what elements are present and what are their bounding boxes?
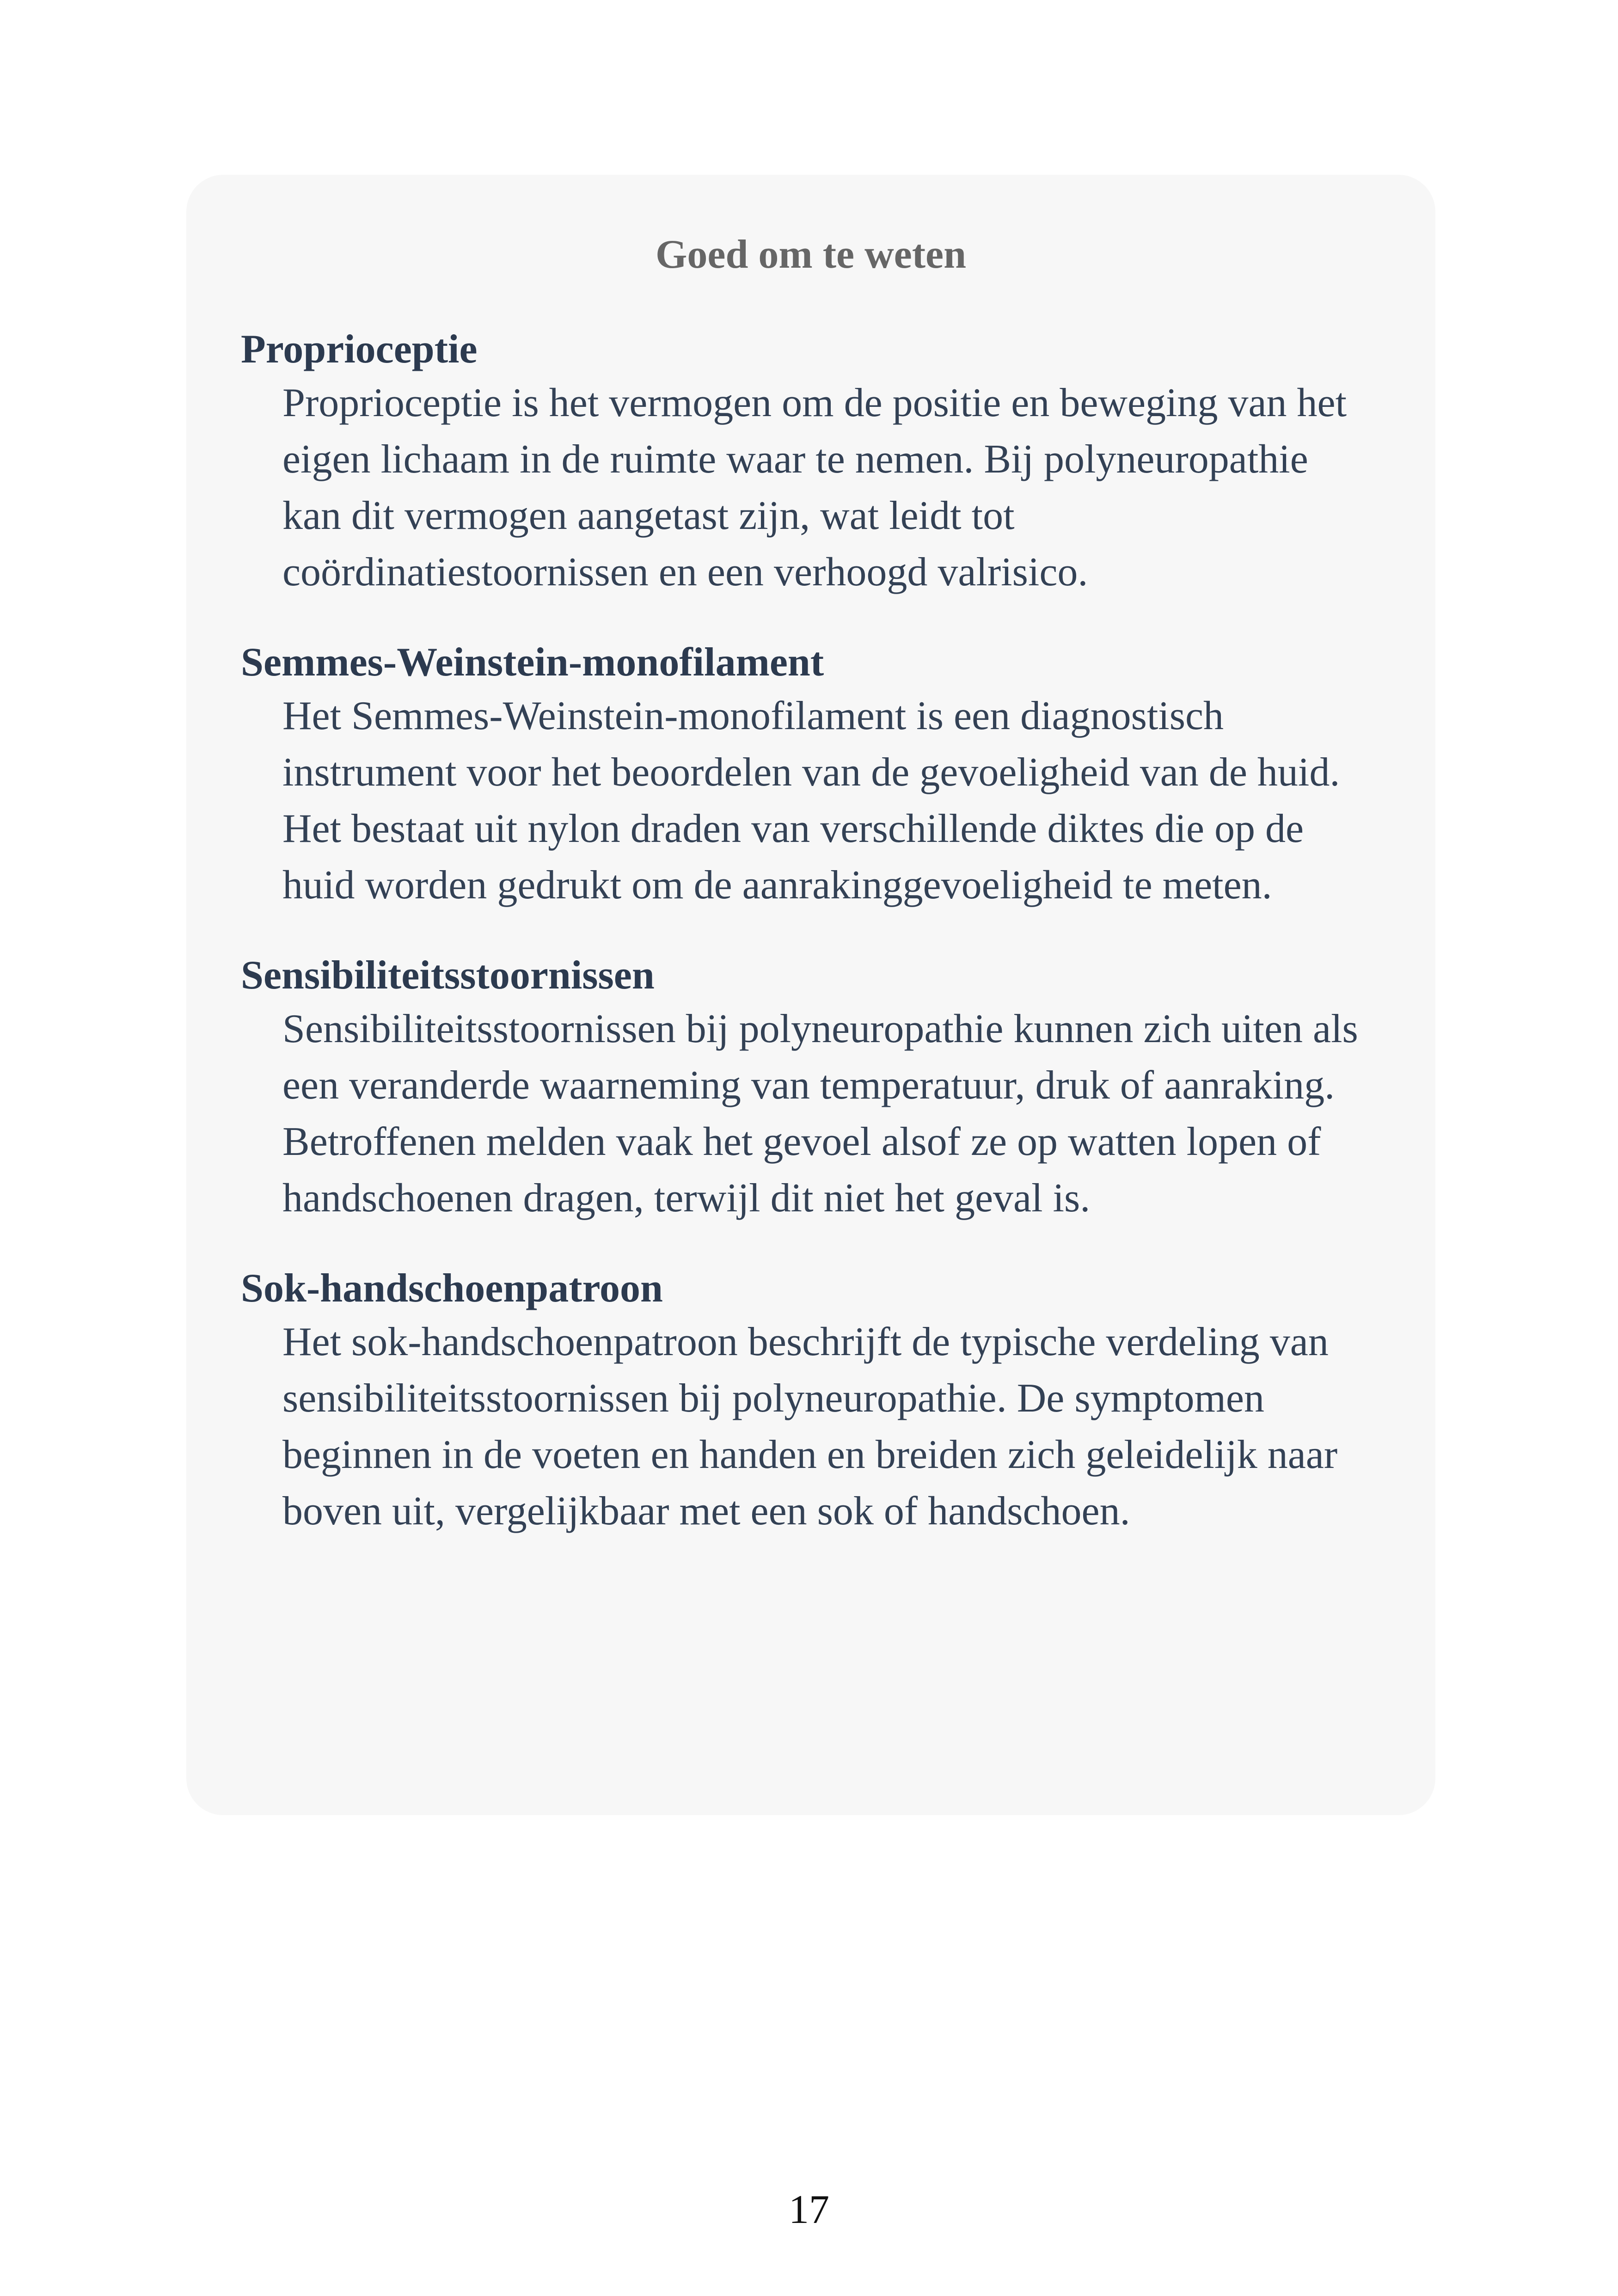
term-title: Sok-handschoenpatroon [241, 1266, 663, 1311]
term-entry [241, 324, 1366, 601]
term-title: Semmes-Weinstein-monofilament [241, 640, 824, 685]
term-entry [241, 1263, 1366, 1540]
term-entry [241, 637, 1366, 914]
term-description: Sensibiliteitsstoornissen bij polyneuropathie kunnen zich uiten als een veranderde waarneming van temperatuur, druk of aanraking. Betroffenen melden vaak het gevoel alsof ze op watten lopen of handschoenen dragen, terwijl dit niet het geval is. [282, 1007, 1358, 1221]
term-title: Proprioceptie [241, 327, 478, 372]
info-box [186, 175, 1435, 1815]
term-description: Het Semmes-Weinstein-monofilament is een diagnostisch instrument voor het beoordelen van de gevoeligheid van de huid. Het bestaat uit nylon draden van verschillende diktes die op de huid worden gedrukt om de aanrakinggevoeligheid te meten. [282, 694, 1340, 908]
term-entry [241, 950, 1366, 1227]
page-number: 17 [789, 2187, 829, 2232]
term-description: Proprioceptie is het vermogen om de positie en beweging van het eigen lichaam in de ruimte waar te nemen. Bij polyneuropathie kan dit vermogen aangetast zijn, wat leidt tot coördinatiestoornissen en een verhoogd valrisico. [282, 381, 1347, 595]
term-title: Sensibiliteitsstoornissen [241, 953, 655, 998]
term-description: Het sok-handschoenpatroon beschrijft de typische verdeling van sensibiliteitsstoornissen bij polyneuropathie. De symptomen beginnen in de voeten en handen en breiden zich geleidelijk naar boven uit, vergelijkbaar met een sok of handschoen. [282, 1320, 1338, 1534]
box-title: Goed om te weten [655, 232, 967, 277]
